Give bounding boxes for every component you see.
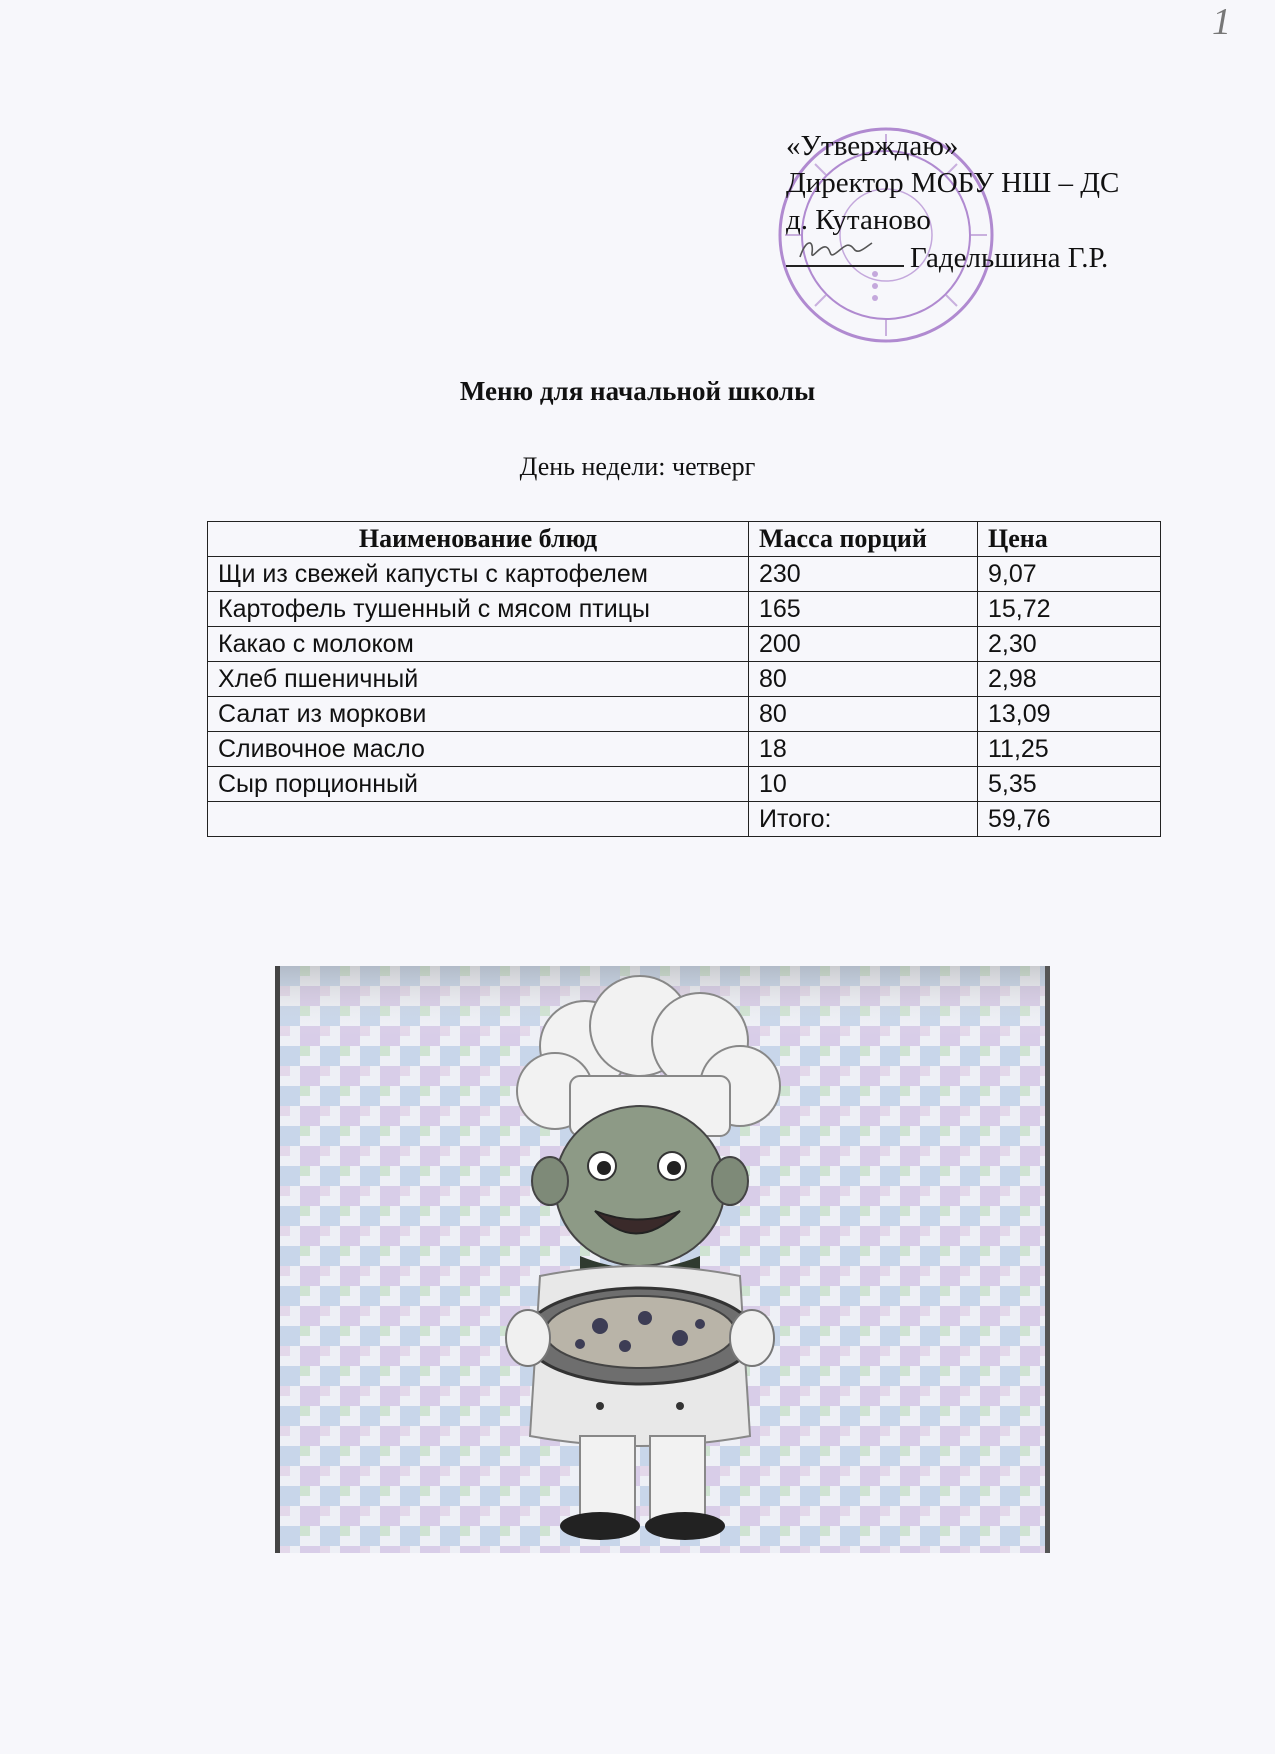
dish-name: Сыр порционный: [208, 767, 749, 802]
dish-mass: 18: [749, 732, 978, 767]
approval-location: д. Кутаново: [786, 204, 931, 236]
header-portion-mass: Масса порций: [749, 522, 978, 557]
dish-name: Сливочное масло: [208, 732, 749, 767]
dish-price: 13,09: [978, 697, 1161, 732]
table-row: [208, 767, 1161, 802]
dish-price: 9,07: [978, 557, 1161, 592]
approval-heading: «Утверждаю»: [786, 130, 959, 162]
approval-signature-line: [786, 239, 1119, 277]
dish-mass: 10: [749, 767, 978, 802]
dish-name: Салат из моркови: [208, 697, 749, 732]
table-row: [208, 732, 1161, 767]
menu-table: [207, 521, 1161, 837]
dish-name: Какао с молоком: [208, 627, 749, 662]
approval-position: Директор МОБУ НШ – ДС: [786, 167, 1120, 199]
chef-with-pizza-icon: [280, 966, 1045, 1553]
approval-signer: Гадельшина Г.Р.: [910, 242, 1109, 274]
approval-block: [786, 128, 1119, 277]
total-value: 59,76: [978, 802, 1161, 837]
dish-price: 2,30: [978, 627, 1161, 662]
dish-name: Картофель тушенный с мясом птицы: [208, 592, 749, 627]
signature-icon: [796, 235, 876, 265]
dish-mass: 230: [749, 557, 978, 592]
dish-price: 5,35: [978, 767, 1161, 802]
table-row: [208, 627, 1161, 662]
page-number-mark: 1: [1212, 1, 1231, 43]
dish-mass: 80: [749, 662, 978, 697]
dish-price: 2,98: [978, 662, 1161, 697]
dish-mass: 200: [749, 627, 978, 662]
dish-price: 11,25: [978, 732, 1161, 767]
table-header-row: [208, 522, 1161, 557]
dish-name: Щи из свежей капусты с картофелем: [208, 557, 749, 592]
table-row: [208, 697, 1161, 732]
table-row: [208, 662, 1161, 697]
total-label: Итого:: [749, 802, 978, 837]
table-total-row: [208, 802, 1161, 837]
total-empty-cell: [208, 802, 749, 837]
header-dish-name: Наименование блюд: [208, 522, 749, 557]
page-title: Меню для начальной школы: [459, 376, 816, 406]
dish-name: Хлеб пшеничный: [208, 662, 749, 697]
chef-illustration: [275, 966, 1050, 1553]
dish-mass: 80: [749, 697, 978, 732]
signature-line: [786, 239, 904, 267]
table-row: [208, 592, 1161, 627]
dish-mass: 165: [749, 592, 978, 627]
day-of-week: День недели: четверг: [519, 452, 756, 481]
header-price: Цена: [978, 522, 1161, 557]
table-row: [208, 557, 1161, 592]
dish-price: 15,72: [978, 592, 1161, 627]
